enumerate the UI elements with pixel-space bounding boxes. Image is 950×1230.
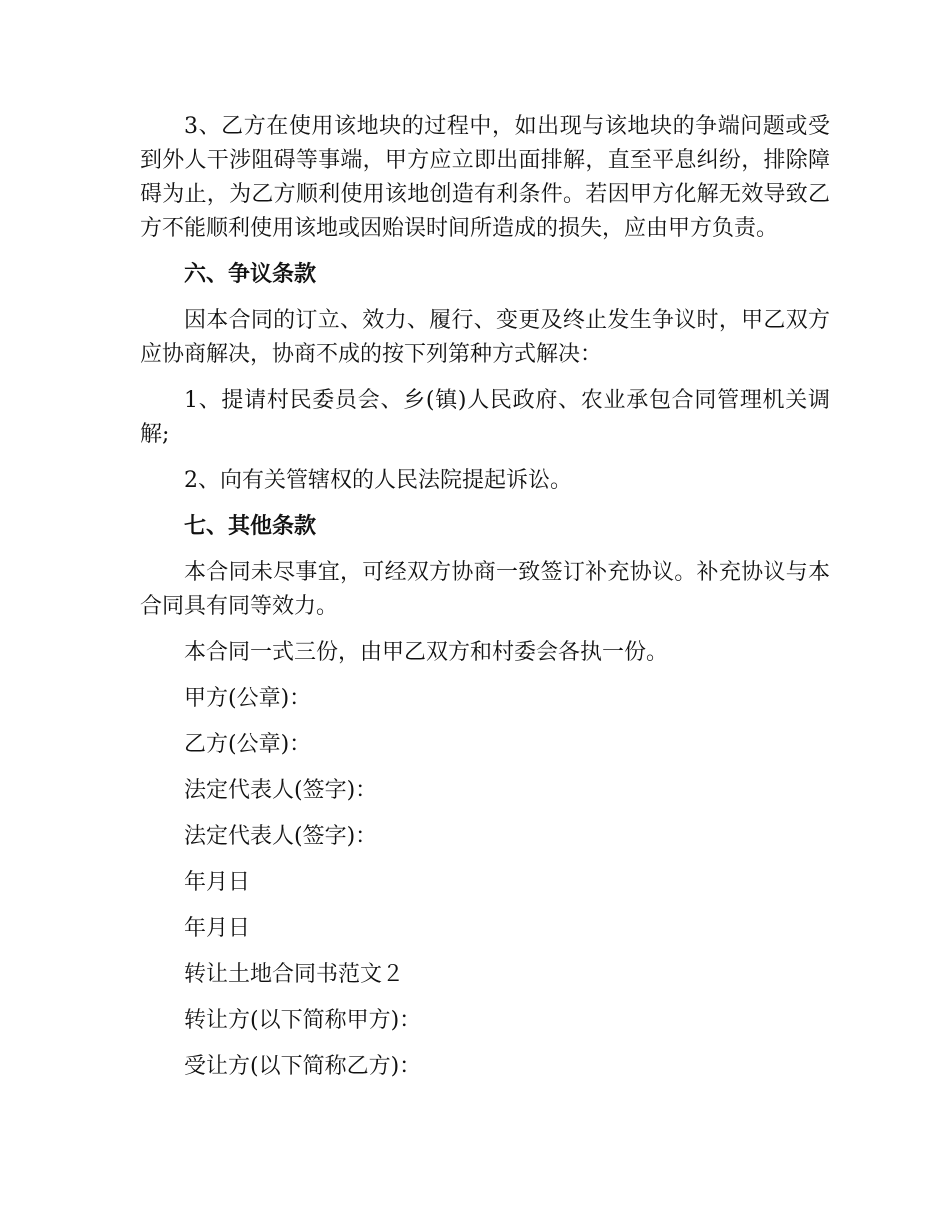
transferor-line: 转让方(以下简称甲方)： (184, 1008, 422, 1033)
dispute-paragraph: 因本合同的订立、效力、履行、变更及终止发生争议时，甲乙双方应协商解决，协商不成的按下列第种方式解决： (140, 308, 830, 367)
party-b-representative-line: 法定代表人(签字)： (184, 824, 378, 849)
party-b-seal-line: 乙方(公章)： (184, 732, 312, 757)
other-terms-paragraph-2: 本合同一式三份，由甲乙双方和村委会各执一份。 (184, 640, 669, 665)
party-a-representative-line: 法定代表人(签字)： (184, 778, 378, 803)
section-7-heading: 七、其他条款 (184, 514, 317, 539)
party-b-date-line: 年月日 (184, 916, 251, 941)
other-terms-paragraph-1: 本合同未尽事宜，可经双方协商一致签订补充协议。补充协议与本合同具有同等效力。 (140, 560, 830, 619)
clause-3-paragraph: 3、乙方在使用该地块的过程中，如出现与该地块的争端问题或受到外人干涉阻碍等事端，甲方应立即出面排解，直至平息纠纷，排除障碍为止，为乙方顺利使用该地创造有利条件。若因甲方化解无效导致乙方不能顺利使用该地或因贻误时间所造成的损失，应由甲方负责。 (140, 114, 830, 241)
party-a-date-line: 年月日 (184, 870, 251, 895)
dispute-option-2: 2、向有关管辖权的人民法院提起诉讼。 (184, 468, 572, 493)
second-contract-title: 转让土地合同书范文２ (184, 962, 405, 987)
transferee-line: 受让方(以下简称乙方)： (184, 1054, 422, 1079)
party-a-seal-line: 甲方(公章)： (184, 686, 312, 711)
section-6-heading: 六、争议条款 (184, 262, 317, 287)
dispute-option-1: 1、提请村民委员会、乡(镇)人民政府、农业承包合同管理机关调解; (140, 388, 830, 447)
